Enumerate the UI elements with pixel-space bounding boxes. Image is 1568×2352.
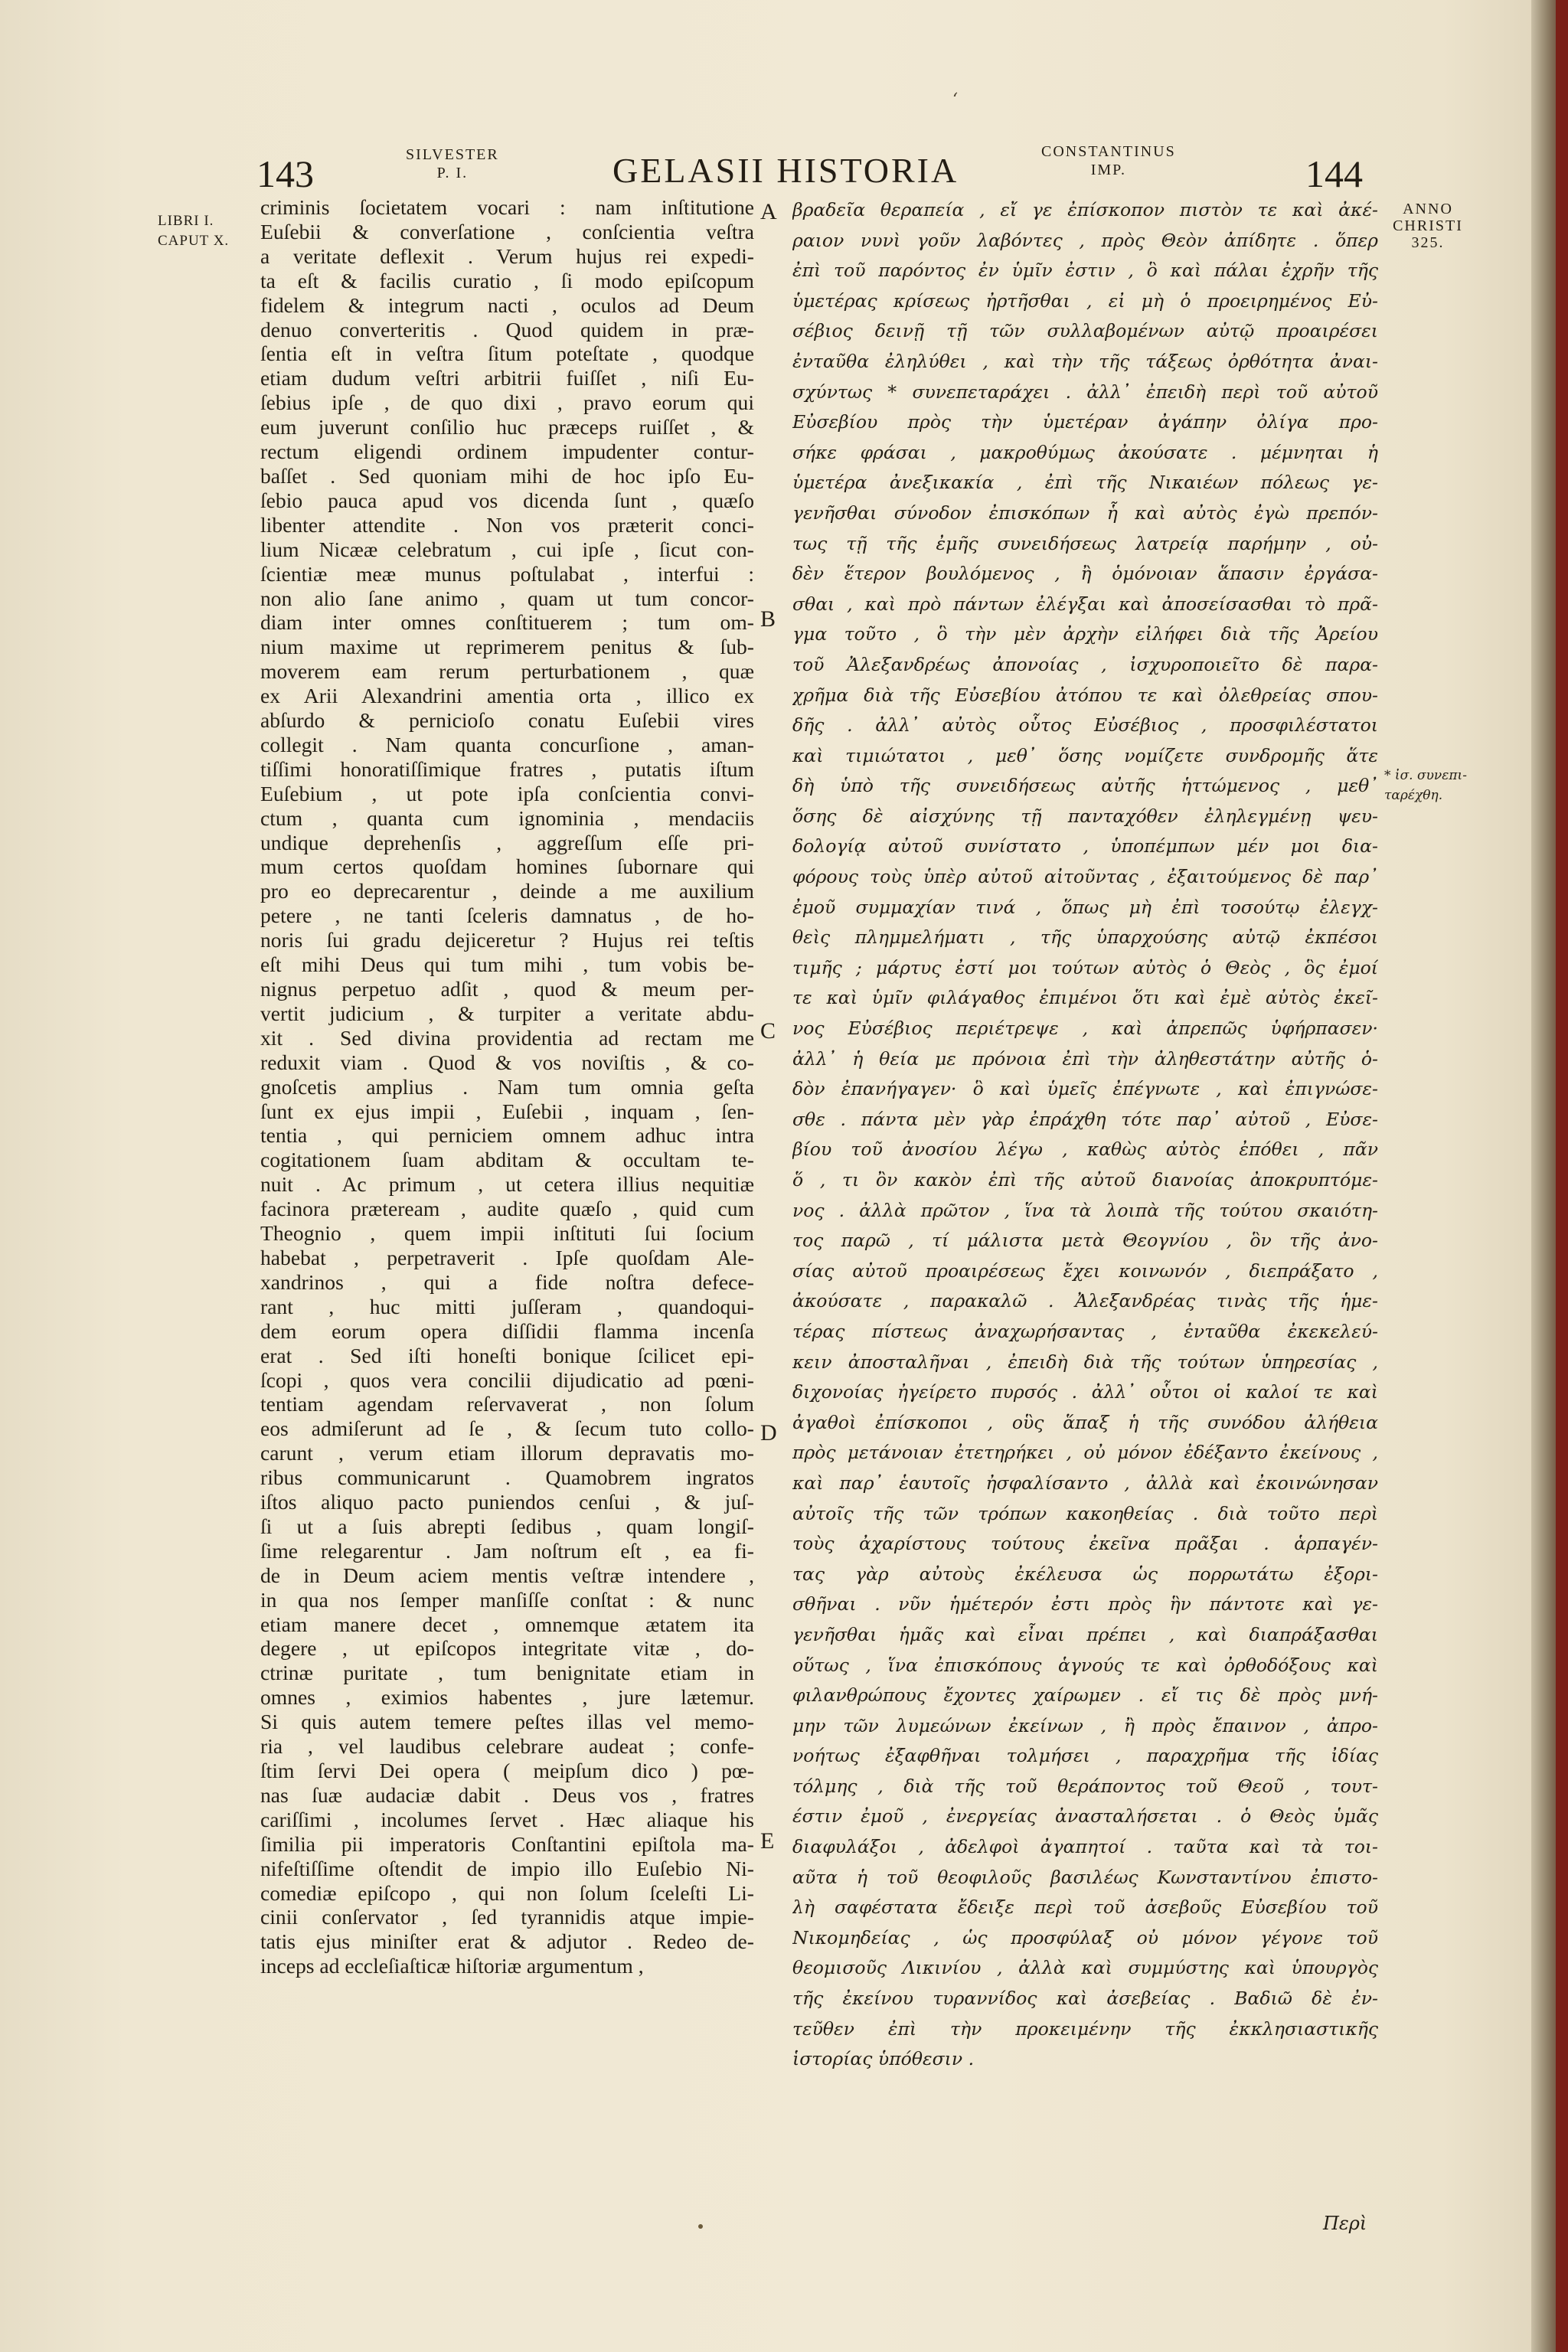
running-head-left	[406, 145, 499, 182]
section-marker-a: A	[760, 199, 777, 224]
latin-text-line: cinii conſervator , ſed tyrannidis atque impie-	[260, 1905, 754, 1929]
latin-text-line: Euſebii & converſatione , conſcientia veſtra	[260, 219, 754, 243]
margin-note	[1384, 766, 1476, 805]
greek-text-line: έστιν ἐμοῦ , ἐνεργείας ἀνασταλήσεται . ὁ Θεὸς ὑμᾶς	[792, 1805, 1378, 1828]
latin-text-line: Si quis autem temere peſtes illas vel memo-	[260, 1710, 754, 1734]
greek-text-line: δὸν ἐπανήγαγεν· ὃ καὶ ὑμεῖς ἐπέγνωτε , καὶ ἐπιγνώσε-	[792, 1078, 1378, 1100]
latin-text-line: nifeſtiſſime oſtendit de impio illo Euſebio Ni-	[260, 1856, 754, 1880]
greek-text-line: οὕτως , ἵνα ἐπισκόπους ἁγνούς τε καὶ ὀρθοδόξους καὶ	[792, 1654, 1378, 1676]
greek-text-line: διαφυλάξοι , ἀδελφοὶ ἀγαπητοί . ταῦτα καὶ τὰ τοι-	[792, 1836, 1378, 1858]
section-marker-c: C	[760, 1018, 776, 1044]
latin-text-line: noris ſui gradu dejiceretur ? Hujus rei teſtis	[260, 928, 754, 952]
latin-text-line: Euſebium , ut pote ipſa conſcientia convi-	[260, 781, 754, 805]
greek-text-line: σέβιος δεινῇ τῇ τῶν συλλαβομένων αὐτῷ προαιρέσει	[792, 320, 1378, 342]
latin-text-line: rectum eligendi ordinem impudenter contur-	[260, 439, 754, 464]
latin-text-line: pro eo deprecarentur , deinde a me auxilium	[260, 879, 754, 903]
latin-text-line: reduxit viam . Quod & vos noviſtis , & co-	[260, 1050, 754, 1074]
greek-text-line: σίας αὐτοῦ προαιρέσεως ἔχει κοινωνόν , διεπράξατο ,	[792, 1259, 1378, 1282]
greek-text-line: Εὐσεβίου πρὸς τὴν ὑμετέραν ἀγάπην ὀλίγα προ-	[792, 411, 1378, 433]
greek-text-line: σχύντως * συνεπεταράχει . ἀλλ᾽ ἐπειδὴ περὶ τοῦ αὐτοῦ	[792, 381, 1378, 403]
running-head-right	[1041, 142, 1176, 179]
latin-text-line: abſurdo & pernicioſo conatu Euſebii vires	[260, 708, 754, 733]
latin-text-line: baſſet . Sed quoniam mihi de hoc ipſo Eu-	[260, 463, 754, 488]
latin-text-line: nignus perpetuo adſit , quod & meum per-	[260, 977, 754, 1001]
margin-note-line: * ἰσ. συνεπι-	[1384, 768, 1467, 783]
latin-text-line: eum juverunt conſilio huc præceps ruiſſet , &	[260, 415, 754, 439]
greek-text-line: βραδεῖα θεραπεία , εἴ γε ἐπίσκοπον πιστὸν τε καὶ ἀκέ-	[792, 199, 1378, 220]
section-marker-d: D	[760, 1420, 777, 1446]
latin-text-line: mum certos quoſdam homines ſubornare qui	[260, 854, 754, 879]
libri-label: LIBRI I.	[158, 213, 214, 229]
latin-text-line: tiſſimi honoratiſſimique fratres , putatis iſtum	[260, 756, 754, 781]
greek-text-line: λὴ σαφέστατα ἔδειξε περὶ τοῦ ἀσεβοῦς Εὐσεβίου τοῦ	[792, 1896, 1378, 1919]
greek-text-line: ἀγαθοὶ ἐπίσκοποι , οὓς ἅπαξ ἡ τῆς συνόδου ἀλήθεια	[792, 1411, 1378, 1433]
latin-text-line: nium maxime ut reprimerem penitus & ſub-	[260, 635, 754, 659]
binding-edge	[1556, 0, 1568, 2352]
latin-text-line: iſtos aliquo pacto puniendos cenſui , & juſ-	[260, 1490, 754, 1514]
anno-christi-label	[1386, 201, 1470, 251]
greek-text-line: νος . ἀλλὰ πρῶτον , ἵνα τὰ λοιπὰ τῆς τούτου σκαιότη-	[792, 1199, 1378, 1221]
latin-text-line: moverem eam rerum perturbationem , quæ	[260, 659, 754, 684]
greek-text-line: σθῆναι . νῦν ἡμέτερόν ἐστι πρὸς ἣν πάντοτε καὶ γε-	[792, 1593, 1378, 1615]
latin-text-line: denuo converteritis . Quod quidem in præ-	[260, 317, 754, 341]
stray-mark: ʻ	[952, 90, 958, 109]
latin-column	[260, 195, 754, 1978]
latin-text-line: ex Arii Alexandrini amentia orta , illico ex	[260, 684, 754, 708]
greek-text-line: δὴ ὑπὸ τῆς συνειδήσεως αὐτῆς ἡττώμενος , μεθ᾽	[792, 775, 1378, 797]
latin-text-line: nas ſuæ audaciæ dabit . Deus vos , fratres	[260, 1782, 754, 1807]
page-number-left: 143	[256, 152, 314, 195]
greek-text-line: γενῆσθαι σύνοδον ἐπισκόπων ἧ καὶ αὐτὸς ἐγὼ πρεπόν-	[792, 501, 1378, 524]
greek-text-line: ἀλλ᾽ ἡ θεία με πρόνοια ἐπὶ τὴν ἀληθεστάτην αὐτῆς ὁ-	[792, 1047, 1378, 1070]
latin-text-line: vertit judicium , & turpiter a veritate abdu-	[260, 1001, 754, 1025]
page-title: GELASII HISTORIA	[612, 151, 959, 190]
latin-text-line: tentiam agendam reſervaverat , non ſolum	[260, 1392, 754, 1416]
latin-text-line: erat . Sed iſti honeſti bonique ſcilicet epi-	[260, 1343, 754, 1367]
greek-text-line: αῦτα ἡ τοῦ θεοφιλοῦς βασιλέως Κωνσταντίνου ἐπιστο-	[792, 1866, 1378, 1888]
latin-text-line: ctrinæ puritate , tum benignitate etiam in	[260, 1661, 754, 1685]
latin-text-line: rant , huc mitti juſſeram , quandoqui-	[260, 1294, 754, 1318]
greek-text-line: καὶ παρ᾽ ἑαυτοῖς ἠσφαλίσαντο , ἀλλὰ καὶ ἐκοινώνησαν	[792, 1472, 1378, 1494]
latin-text-line: ſcientiæ meæ munus poſtulabat , interfui :	[260, 561, 754, 586]
latin-text-line: ribus communicarunt . Quamobrem ingratos	[260, 1465, 754, 1490]
greek-text-line: δὲν ἕτερον βουλόμενος , ἢ ὁμόνοιαν ἅπασιν ἐργάσα-	[792, 563, 1378, 585]
greek-text-line: βίου τοῦ ἀνοσίου λέγω , καθὼς αὐτὸς ἐπόθει , πᾶν	[792, 1138, 1378, 1161]
latin-text-line: ſimilia pii imperatoris Conſtantini epiſtola ma-	[260, 1831, 754, 1856]
latin-text-line: nuit . Ac primum , ut cetera illius nequitiæ	[260, 1172, 754, 1197]
greek-text-line: πρὸς μετάνοιαν ἐτετηρήκει , οὐ μόνον ἐδέξαντο ἐκείνους ,	[792, 1442, 1378, 1464]
latin-text-line: ſebio pauca apud vos dicenda ſunt , quæſo	[260, 488, 754, 512]
latin-text-line: a veritate deflexit . Verum hujus rei expedi-	[260, 243, 754, 268]
latin-text-line: etiam dudum veſtri arbitrii fuiſſet , niſi Eu-	[260, 366, 754, 390]
latin-text-line: collegit . Nam quanta concurſione , aman-	[260, 732, 754, 756]
running-head-right-title: IMP.	[1090, 162, 1127, 178]
greek-text-line: θεὶς πλημμελήματι , τῆς ὑπαρχούσης αὐτῷ ἐκπέσοι	[792, 926, 1378, 949]
latin-text-line: gnoſcetis amplius . Nam tum omnia geſta	[260, 1074, 754, 1099]
greek-text-line: καὶ τιμιώτατοι , μεθ᾽ ὅσης νομίζετε συνδρομῆς ἅτε	[792, 744, 1378, 766]
running-head-left-name: SILVESTER	[406, 146, 499, 163]
latin-text-line: ſi ut a ſuis abrepti ſedibus , quam longiſ-	[260, 1514, 754, 1538]
latin-text-line: degere , ut epiſcopos integritate vitæ , do-	[260, 1636, 754, 1661]
greek-text-line: ραιον νυνὶ γοῦν λαβόντες , πρὸς Θεὸν ἀπίδητε . ὅπερ	[792, 229, 1378, 251]
latin-text-line: Theognio , quem impii inſtituti ſui ſocium	[260, 1221, 754, 1246]
latin-text-line: de in Deum aciem mentis veſtræ intendere ,	[260, 1563, 754, 1587]
latin-text-line: criminis ſocietatem vocari : nam inſtitutione	[260, 195, 754, 219]
greek-text-line: τέρας πίστεως ἀναχωρήσαντας , ἐνταῦθα ἐκεκελεύ-	[792, 1320, 1378, 1342]
caput-label: CAPUT X.	[158, 233, 230, 249]
latin-text-line: ſcopi , quos vera concilii dijudicatio ad pœni-	[260, 1367, 754, 1392]
greek-text-line: ὅ , τι ὂν κακὸν ἐπὶ τῆς αὐτοῦ διανοίας ἀποκρυπτόμε-	[792, 1169, 1378, 1191]
greek-text-line: νος Εὐσέβιος περιέτρεψε , καὶ ἀπρεπῶς ὑφήρπασεν·	[792, 1018, 1378, 1040]
latin-text-line: in qua nos ſemper manſiſſe conſtat : & nunc	[260, 1587, 754, 1612]
greek-text-line: σήκε φράσαι , μακροθύμως ἀκούσατε . μέμνηται ἡ	[792, 441, 1378, 463]
greek-text-line: ὑμετέρα ἀνεξικακία , ἐπὶ τῆς Νικαιέων πόλεως γε-	[792, 472, 1378, 494]
latin-text-line: ſime relegarentur . Jam noſtrum eſt , ea fi-	[260, 1538, 754, 1563]
greek-text-line: τοῦ Ἀλεξανδρέως ἀπονοίας , ἰσχυροποιεῖτο δὲ παρα-	[792, 653, 1378, 675]
greek-text-line: τόλμης , διὰ τῆς τοῦ θεράποντος τοῦ Θεοῦ , τουτ-	[792, 1775, 1378, 1797]
latin-text-line: non alio ſane animo , quam ut tum concor-	[260, 586, 754, 610]
greek-text-line: τως τῇ τῆς ἐμῆς συνειδήσεως λατρείᾳ παρήμην , οὐ-	[792, 532, 1378, 554]
greek-text-line: χρῆμα διὰ τῆς Εὐσεβίου ἀτόπου τε καὶ ὀλεθρείας σπου-	[792, 684, 1378, 706]
latin-text-line: fidelem & integrum nacti , oculos ad Deum	[260, 292, 754, 317]
latin-text-line: ta eſt & facilis curatio , ſi modo epiſcopum	[260, 268, 754, 292]
greek-text-line: κειν ἀποσταλῆναι , ἐπειδὴ διὰ τῆς τούτων ὑπηρεσίας ,	[792, 1351, 1378, 1373]
greek-column	[792, 195, 1378, 2075]
book-chapter-label	[158, 211, 229, 251]
greek-text-line: τοὺς ἀχαρίστους τούτους ἐκεῖνα πρᾶξαι . ἁρπαγέν-	[792, 1533, 1378, 1555]
section-marker-b: B	[760, 606, 776, 632]
latin-text-line: comediæ epiſcopo , qui non ſolum ſceleſti Li-	[260, 1880, 754, 1905]
ink-dot	[698, 2224, 703, 2229]
page-number-right: 144	[1305, 152, 1363, 195]
greek-text-line: τας γὰρ αὐτοὺς ἐκέλευσα ὡς πορρωτάτω ἐξορι-	[792, 1563, 1378, 1585]
greek-text-line: σθαι , καὶ πρὸ πάντων ἐλέγξαι καὶ ἀποσείσασθαι τὸ πρᾶ-	[792, 593, 1378, 615]
latin-text-line: petere , ne tanti ſceleris damnatus , de ho-	[260, 903, 754, 928]
latin-text-line: lium Nicææ celebratum , cui ipſe , ſicut con-	[260, 537, 754, 561]
greek-text-line: τεῦθεν ἐπὶ τὴν προκειμένην τῆς ἐκκλησιαστικῆς	[792, 2017, 1378, 2040]
latin-text-line: dem eorum opera diſſidii flamma incenſa	[260, 1318, 754, 1343]
latin-text-line: facinora præteream , audite quæſo , quid cum	[260, 1197, 754, 1221]
latin-text-line: etiam manere decet , omnemque ætatem ita	[260, 1612, 754, 1636]
latin-text-line: libenter attendite . Non vos præterit conci-	[260, 512, 754, 537]
greek-text-line: ἀκούσατε , παρακαλῶ . Ἀλεξανδρέας τινὰς τῆς ἡμε-	[792, 1290, 1378, 1312]
greek-text-line: αὐτοῖς τῆς τῶν τρόπων κακοηθείας . διὰ τοῦτο περὶ	[792, 1502, 1378, 1524]
greek-text-line: τος παρῶ , τί μάλιστα μετὰ Θεογνίου , ὃν τῆς ἀνο-	[792, 1230, 1378, 1252]
latin-text-line: xit . Sed divina providentia ad rectam me	[260, 1025, 754, 1050]
greek-text-line: Νικομηδείας , ὡς προσφύλαξ οὐ μόνον γέγονε τοῦ	[792, 1926, 1378, 1949]
christi-word: CHRISTI	[1393, 217, 1463, 234]
greek-text-line: ἐπὶ τοῦ παρόντος ἐν ὑμῖν ἐστιν , ὃ καὶ πάλαι ἐχρῆν τῆς	[792, 260, 1378, 282]
section-marker-e: E	[760, 1828, 775, 1854]
latin-text-line: ſentia eſt in veſtra ſitum poteſtate , quodque	[260, 341, 754, 366]
latin-text-line: xandrinos , qui a fide noſtra defece-	[260, 1269, 754, 1294]
latin-text-line: inceps ad eccleſiaſticæ hiſtoriæ argumentum ,	[260, 1954, 644, 1978]
latin-text-line: eſt mihi Deus qui tum mihi , tum vobis be-	[260, 952, 754, 977]
latin-text-line: ria , vel laudibus celebrare audeat ; confe-	[260, 1734, 754, 1759]
margin-note-line: ταρέχθη.	[1384, 788, 1443, 803]
catchword: Περὶ	[1323, 2213, 1367, 2234]
latin-text-line: carunt , verum etiam illorum depravatis mo-	[260, 1441, 754, 1465]
greek-text-line: τῆς ἐκείνου τυραννίδος καὶ ἀσεβείας . Βαδιῶ δὲ ἐν-	[792, 1988, 1378, 2010]
greek-text-line: θεομισοῦς Λικινίου , ἀλλὰ καὶ συμμύστης καὶ ὑπουργὸς	[792, 1957, 1378, 1979]
greek-text-line: ἱστορίας ὑπόθεσιν .	[792, 2048, 975, 2070]
latin-text-line: tentia , qui perniciem omnem adhuc intra	[260, 1123, 754, 1148]
greek-text-line: ὅσης δὲ αἰσχύνης τῇ πανταχόθεν ἐληλεγμένῃ ψευ-	[792, 805, 1378, 827]
latin-text-line: eos admiſerunt ad ſe , & ſecum tuto collo-	[260, 1416, 754, 1441]
greek-text-line: σθε . πάντα μὲν γὰρ ἐπράχθη τότε παρ᾽ αὐτοῦ , Εὐσε-	[792, 1108, 1378, 1130]
anno-year: 325.	[1411, 234, 1445, 251]
greek-text-line: γμα τοῦτο , ὃ τὴν μὲν ἀρχὴν εἰλήφει διὰ τῆς Ἀρείου	[792, 623, 1378, 645]
greek-text-line: ἐνταῦθα ἐληλύθει , καὶ τὴν τῆς τάξεως ὀρθότητα ἀναι-	[792, 350, 1378, 372]
greek-text-line: δῆς . ἀλλ᾽ αὐτὸς οὗτος Εὐσέβιος , προσφιλέστατοι	[792, 714, 1378, 737]
latin-text-line: omnes , eximios habentes , jure lætemur.	[260, 1685, 754, 1710]
greek-text-line: γενῆσθαι ἡμᾶς καὶ εἶναι πρέπει , καὶ διαπράξασθαι	[792, 1623, 1378, 1645]
latin-text-line: ſebius ipſe , de quo dixi , pravo eorum qui	[260, 390, 754, 415]
latin-text-line: cariſſimi , incolumes ſervet . Hæc aliaque his	[260, 1807, 754, 1831]
anno-word: ANNO	[1403, 201, 1453, 217]
running-head-left-title: P. I.	[436, 165, 469, 181]
greek-text-line: μην τῶν λυμεώνων ἐκείνων , ἢ πρὸς ἔπαινον , ἀπρο-	[792, 1714, 1378, 1736]
latin-text-line: undique deprehenſis , aggreſſum eſſe pri-	[260, 830, 754, 854]
latin-text-line: cogitationem ſuam abditam & occultam te-	[260, 1148, 754, 1172]
running-head-right-name: CONSTANTINUS	[1041, 143, 1176, 160]
latin-text-line: diam inter omnes conſtituerem ; tum om-	[260, 610, 754, 635]
greek-text-line: φόρους τοὺς ὑπὲρ αὐτοῦ αἰτοῦντας , ἐξαιτούμενος δὲ παρ᾽	[792, 866, 1378, 888]
greek-text-line: νοήτως ἐξαφθῆναι τολμήσει , παραχρῆμα τῆς ἰδίας	[792, 1745, 1378, 1767]
greek-text-line: φιλανθρώπους ἔχοντες χαίρωμεν . εἴ τις δὲ πρὸς μνή-	[792, 1684, 1378, 1707]
latin-text-line: habebat , perpetraverit . Ipſe quoſdam Ale-	[260, 1245, 754, 1269]
latin-text-line: ſtim ſervi Dei opera ( meipſum dico ) pœ-	[260, 1759, 754, 1782]
greek-text-line: ὑμετέρας κρίσεως ἠρτῆσθαι , εἰ μὴ ὁ προειρημένος Εὐ-	[792, 289, 1378, 312]
latin-text-line: ſunt ex ejus impii , Euſebii , inquam , ſen-	[260, 1099, 754, 1123]
latin-text-line: tatis ejus miniſter erat & adjutor . Redeo de-	[260, 1929, 754, 1954]
greek-text-line: διχονοίας ἠγείρετο πυρσός . ἀλλ᾽ οὗτοι οἱ καλοί τε καὶ	[792, 1381, 1378, 1403]
latin-text-line: ctum , quanta cum ignominia , mendaciis	[260, 805, 754, 830]
greek-text-line: τιμῆς ; μάρτυς ἐστί μοι τούτων αὐτὸς ὁ Θεὸς , ὃς ἐμοί	[792, 956, 1378, 978]
greek-text-line: δολογίᾳ αὐτοῦ συνίστατο , ὑποπέμπων μέν μοι δια-	[792, 835, 1378, 858]
greek-text-line: τε καὶ ὑμῖν φιλάγαθος ἐπιμένοι ὅτι καὶ ἐμὲ αὐτὸς ἐκεῖ-	[792, 987, 1378, 1009]
greek-text-line: ἐμοῦ συμμαχίαν τινά , ὅπως μὴ ἐπὶ τοσούτῳ ἐλεγχ-	[792, 896, 1378, 918]
